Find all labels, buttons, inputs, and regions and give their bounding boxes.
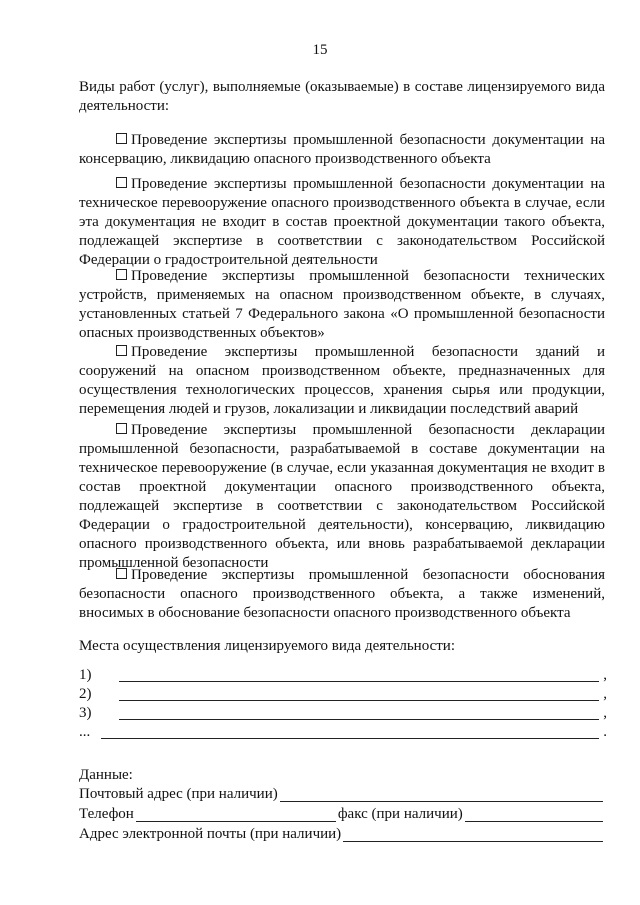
phone-field[interactable] xyxy=(136,806,336,822)
places-label: Места осуществления лицензируемого вида деятельности: xyxy=(79,638,455,654)
place-row-3 xyxy=(79,705,609,724)
work-item-2 xyxy=(79,175,605,270)
work-item-text: Проведение экспертизы промышленной безопасности зданий и сооружений на опасном производственном объекте, предназначенных для осуществления технологических процессов, хранения сырья или продукции, перемещения людей и грузов, локализации и ликвидации последствий аварий xyxy=(79,344,605,417)
email-label: Адрес электронной почты (при наличии) xyxy=(79,826,342,842)
work-item-3 xyxy=(79,267,605,343)
place-input-line[interactable] xyxy=(119,700,599,701)
line-end-punct: , xyxy=(603,667,607,683)
work-item-text: Проведение экспертизы промышленной безопасности декларации промышленной безопасности, разрабатываемой в составе документации на техническое перевооружение (в случае, если указанная документация не входит в состав проектной документации опасного производственного объекта, подлежащей экспертизе в соответствии с законодательством Российской Федерации о градостроительной деятельности), консервацию, ликвидацию опасного производственного объекта, или вновь разрабатываемой декларации промышленной безопасности xyxy=(79,422,605,571)
checkbox[interactable] xyxy=(116,177,127,188)
email-field[interactable] xyxy=(343,826,603,842)
work-item-5 xyxy=(79,421,605,573)
data-label: Данные: xyxy=(79,767,133,783)
phone-fax-row xyxy=(79,806,605,825)
work-item-text: Проведение экспертизы промышленной безопасности документации на техническое перевооружение опасного производственного объекта в случае, если эта документация не входит в состав проектной документации такого объекта, подлежащей экспертизе в соответствии с законодательством Российской Федерации о градостроительной деятельности xyxy=(79,176,605,268)
place-number: ... xyxy=(79,724,91,740)
checkbox[interactable] xyxy=(116,423,127,434)
phone-label: Телефон xyxy=(79,806,134,822)
line-end-punct: , xyxy=(603,686,607,702)
work-item-6 xyxy=(79,566,605,623)
checkbox[interactable] xyxy=(116,345,127,356)
fax-label: факс (при наличии) xyxy=(337,806,463,822)
place-row-1 xyxy=(79,667,609,686)
line-end-punct: . xyxy=(603,724,607,740)
section-heading: Виды работ (услуг), выполняемые (оказываемые) в составе лицензируемого вида деятельности: xyxy=(79,79,605,114)
postal-address-field[interactable] xyxy=(280,786,603,802)
line-end-punct: , xyxy=(603,705,607,721)
checkbox[interactable] xyxy=(116,568,127,579)
place-input-line[interactable] xyxy=(101,738,599,739)
postal-address-label: Почтовый адрес (при наличии) xyxy=(79,786,278,802)
work-item-1 xyxy=(79,131,605,169)
work-item-4 xyxy=(79,343,605,419)
place-number: 3) xyxy=(79,705,92,721)
place-row-more xyxy=(79,724,609,743)
place-number: 1) xyxy=(79,667,92,683)
place-input-line[interactable] xyxy=(119,719,599,720)
fax-field[interactable] xyxy=(465,806,603,822)
postal-address-row xyxy=(79,786,605,805)
work-item-text: Проведение экспертизы промышленной безопасности документации на консервацию, ликвидацию опасного производственного объекта xyxy=(79,132,605,167)
page-number: 15 xyxy=(312,42,328,58)
checkbox[interactable] xyxy=(116,133,127,144)
place-input-line[interactable] xyxy=(119,681,599,682)
checkbox[interactable] xyxy=(116,269,127,280)
place-number: 2) xyxy=(79,686,92,702)
email-row xyxy=(79,826,605,845)
work-item-text: Проведение экспертизы промышленной безопасности обоснования безопасности опасного производственного объекта, а также изменений, вносимых в обоснование безопасности опасного производственного объекта xyxy=(79,567,605,621)
work-item-text: Проведение экспертизы промышленной безопасности технических устройств, применяемых на опасном производственном объекте, в случаях, установленных статьей 7 Федерального закона «О промышленной безопасности опасных производственных объектов» xyxy=(79,268,605,341)
place-row-2 xyxy=(79,686,609,705)
